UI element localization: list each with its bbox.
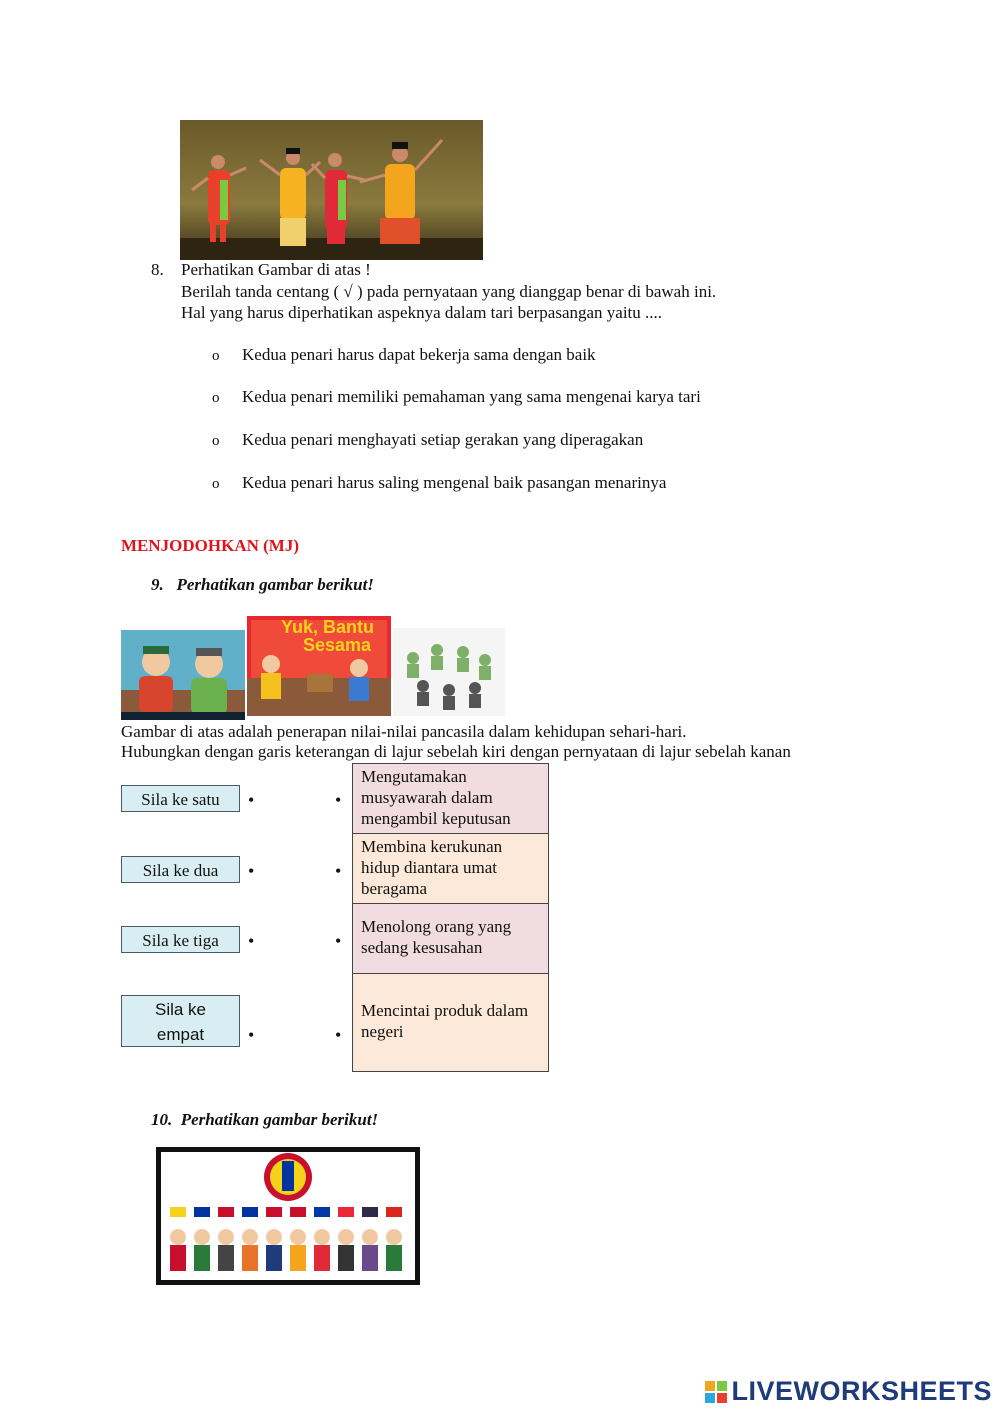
q8-option-2[interactable]: Kedua penari memiliki pemahaman yang sama mengenai karya tari [242, 387, 701, 406]
discussion-group-image [393, 628, 505, 716]
liveworksheets-logo [705, 1376, 992, 1407]
yuk-bantu-sesama-image [247, 616, 391, 716]
q9-caption-1: Gambar di atas adalah penerapan nilai-nilai pancasila dalam kehidupan sehari-hari. [121, 722, 687, 741]
q8-option-1-checkbox[interactable]: o [212, 348, 220, 364]
left-item-sila-1[interactable]: Sila ke satu [121, 785, 240, 812]
right-item-3[interactable]: Menolong orang yang sedang kesusahan [352, 903, 549, 974]
left-dot-4[interactable]: • [248, 1025, 255, 1045]
praying-children-image [121, 630, 245, 720]
book-title-line-2: Sesama [303, 635, 372, 655]
q8-option-4[interactable]: Kedua penari harus saling mengenal baik pasangan menarinya [242, 473, 667, 492]
logo-text: LIVEWORKSHEETS [731, 1376, 992, 1406]
right-dot-1[interactable]: • [335, 790, 342, 810]
left-item-sila-4[interactable]: Sila ke empat [121, 995, 240, 1047]
q8-number: 8. [151, 260, 164, 279]
q8-instruction: Berilah tanda centang ( √ ) pada pernyataan yang dianggap benar di bawah ini. [181, 282, 717, 301]
section-heading: MENJODOHKAN (MJ) [121, 536, 300, 555]
q10-title: 10. Perhatikan gambar berikut! [151, 1110, 379, 1129]
right-dot-3[interactable]: • [335, 931, 342, 951]
q9-caption-2: Hubungkan dengan garis keterangan di lajur sebelah kiri dengan pernyataan di lajur sebelah kanan [121, 742, 791, 761]
q9-title: 9. Perhatikan gambar berikut! [151, 575, 374, 594]
right-item-2[interactable]: Membina kerukunan hidup diantara umat beragama [352, 833, 549, 904]
right-item-1[interactable]: Mengutamakan musyawarah dalam mengambil keputusan [352, 763, 549, 834]
left-dot-2[interactable]: • [248, 861, 255, 881]
q8-prompt: Hal yang harus diperhatikan aspeknya dalam tari berpasangan yaitu .... [181, 303, 663, 322]
book-title-line-1: Yuk, Bantu [281, 617, 375, 637]
asean-image [156, 1147, 420, 1285]
q8-option-2-checkbox[interactable]: o [212, 390, 220, 406]
left-dot-1[interactable]: • [248, 790, 255, 810]
q8-option-3-checkbox[interactable]: o [212, 433, 220, 449]
right-dot-4[interactable]: • [335, 1025, 342, 1045]
q8-title: Perhatikan Gambar di atas ! [181, 260, 371, 279]
logo-grid-icon [705, 1381, 727, 1403]
dance-photo [180, 120, 483, 260]
left-item-sila-2[interactable]: Sila ke dua [121, 856, 240, 883]
q8-option-1[interactable]: Kedua penari harus dapat bekerja sama dengan baik [242, 345, 596, 364]
right-dot-2[interactable]: • [335, 861, 342, 881]
q8-option-3[interactable]: Kedua penari menghayati setiap gerakan yang diperagakan [242, 430, 644, 449]
q8-option-4-checkbox[interactable]: o [212, 476, 220, 492]
right-item-4[interactable]: Mencintai produk dalam negeri [352, 973, 549, 1072]
left-dot-3[interactable]: • [248, 931, 255, 951]
left-item-sila-3[interactable]: Sila ke tiga [121, 926, 240, 953]
